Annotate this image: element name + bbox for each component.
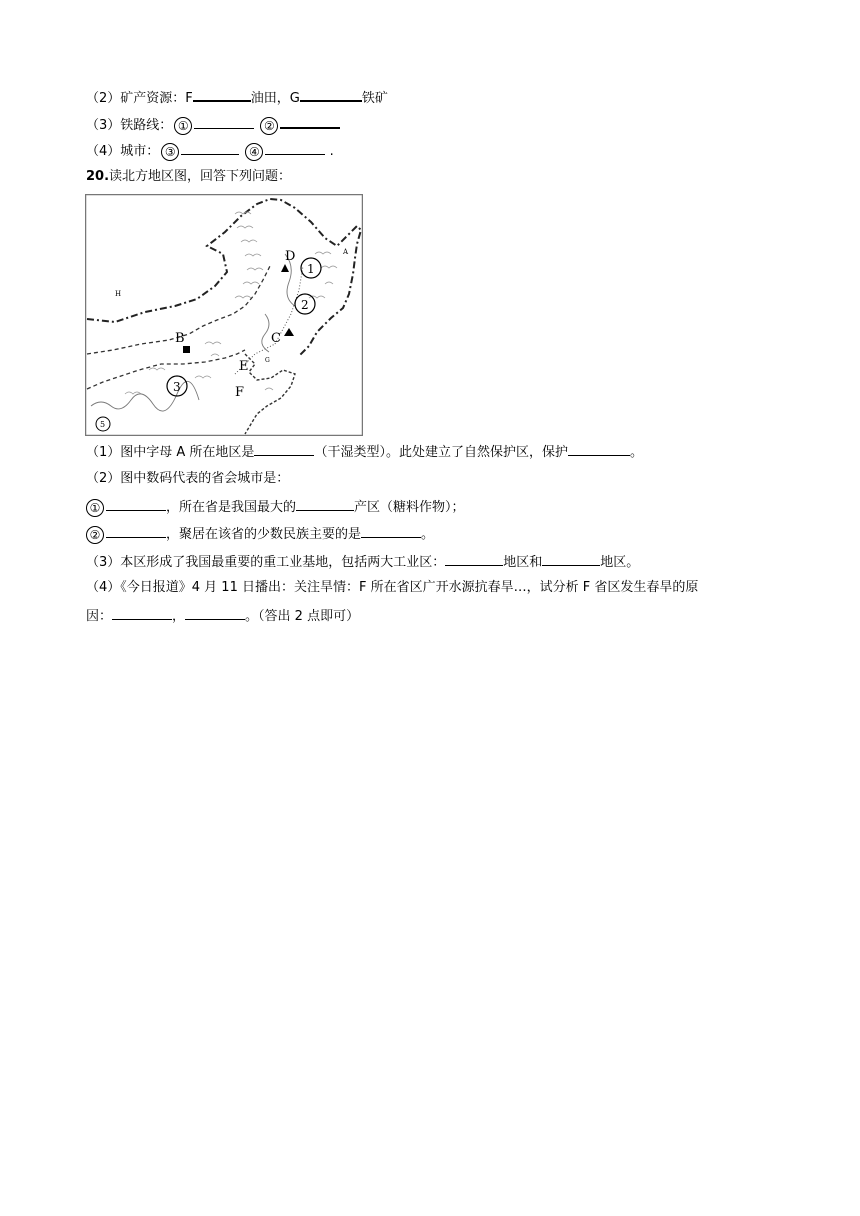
blank[interactable] [542,551,600,566]
q20-3: （3）本区形成了我国最重要的重工业基地，包括两大工业区： 地区和 地区。 [86,551,639,573]
blank[interactable] [185,605,245,620]
blank[interactable] [194,114,254,129]
q20-2a: ① ，所在省是我国最大的 产区（糖料作物）； [86,496,465,518]
blank[interactable] [112,605,172,620]
blank[interactable] [280,113,340,129]
q20-1: （1）图中字母 A 所在地区是 （干湿类型）。此处建立了自然保护区，保护 。 [86,441,643,463]
q19-mineral-line: （2）矿产资源：F 油田，G 铁矿 [86,86,388,109]
blank[interactable] [445,551,503,566]
q20-2b: ② ，聚居在该省的少数民族主要的是 。 [86,523,434,545]
q20-title: 20.读北方地区图，回答下列问题： [86,169,292,184]
blank[interactable] [181,140,239,155]
blank[interactable] [361,523,421,538]
blank[interactable] [193,86,251,102]
label-F: F [235,385,245,400]
q20-4-line2: 因： ， 。（答出 2 点即可） [86,605,359,627]
label-A: A [343,248,349,256]
q19-city-line: （4）城市： ③ ④ . [86,140,334,162]
label-C: C [271,331,281,346]
q19-rail-line: （3）铁路线： ① ② [86,113,340,136]
q20-4-line1: （4）《今日报道》4 月 11 日播出：关注旱情：F 所在省区广开水源抗春旱…，试分析 F 省区发生春旱的原 [86,580,699,595]
north-china-map [85,194,363,436]
q20-2: （2）图中数码代表的省会城市是： [86,471,290,486]
blank[interactable] [296,496,354,511]
label-H: H [115,290,122,298]
label-5: 5 [100,420,106,429]
blank[interactable] [106,523,166,538]
blank[interactable] [254,441,314,456]
label-3: 3 [173,380,181,394]
blank[interactable] [106,496,166,511]
blank[interactable] [568,441,630,456]
label-G: G [265,357,270,364]
label-B: B [175,331,185,346]
label-D: D [285,249,296,264]
label-E: E [239,359,249,374]
blank[interactable] [300,86,362,102]
label-1: 1 [307,262,315,276]
blank[interactable] [265,140,325,155]
label-2: 2 [301,298,309,312]
